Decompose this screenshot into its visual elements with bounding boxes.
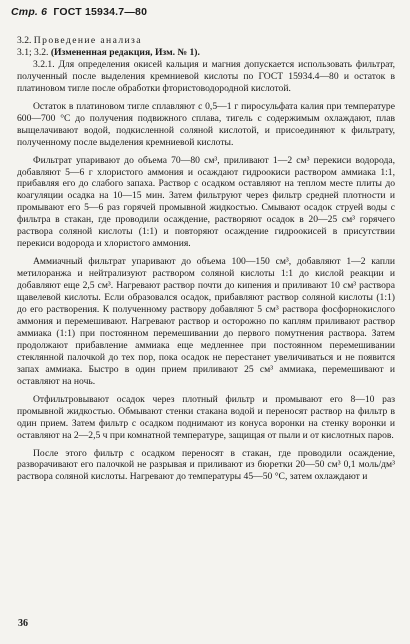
page-number: 36 <box>18 618 28 629</box>
page-label: Стр. 6 <box>11 6 48 18</box>
standard-number: ГОСТ 15934.7—80 <box>53 6 148 18</box>
paragraph-filtration: Отфильтровывают осадок через плотный фильтр и промывают его 8—10 раз промывной жидкостью. Обмывают стенки стакана водой и переносят раствор на фильтр в один прием. Затем фильтр с осадком поднимают из конуса воронки на стенку воронки и оставляют на 2—2,5 ч при комнатной температуре, защищая от пыли и от кислотных паров. <box>17 393 395 441</box>
paragraph-ammonia-filtrate: Аммиачный фильтрат упаривают до объема 100—150 см³, добавляют 1—2 капли метилоранжа и нейтрализуют раствором соляной кислоты 1:1 до кислой реакции и добавляют еще 2,5 см³. Нагревают раствор почти до кипения и приливают 10 см³ раствора щавелевой кислоты. Если образовался осадок, прибавляют раствор соляной кислоты (1:1) до его растворения. К полученному раствору добавляют 5 см³ раствора фосфорнокислого аммония и перемешивают. Нагревают раствор и осторожно по каплям приливают раствор аммиака (1:1) при постоянном перемешивании до первого помутнения раствора. Затем продолжают прибавление аммиака еще медленнее при постоянном перемешивании стеклянной палочкой до тех пор, пока осадок не перестанет увеличиваться и не появится запах аммиака. Быстро в один прием приливают 25 см³ аммиака, перемешивают и оставляют на ночь. <box>17 256 395 387</box>
section-number: 3.2. <box>17 35 32 46</box>
section-heading <box>17 35 395 47</box>
amendment-note <box>17 47 395 59</box>
paragraph-hydroxide-precipitation: Фильтрат упаривают до объема 70—80 см³, приливают 1—2 см³ перекиси водорода, добавляют 5—6 г хлористого аммония и осаждают гидроокиси раствором аммиака 1:1, прибавляя его до слабого запаха. Раствор с осадком оставляют на теплом месте плиты до коагуляции осадка на 10—15 мин. Затем фильтруют через фильтр средней плотности и промывают его 5—6 раз горячей промывной жидкостью. Смывают осадок струей воды с фильтра в стакан, где проводили осаждение, растворяют осадок в 20—25 см³ горячего раствора соляной кислоты (1:1) и повторяют осаждение гидроокисей в присутствии перекиси водорода и хлористого аммония. <box>17 154 395 250</box>
paragraph-3-2-1: 3.2.1. Для определения окисей кальция и магния допускается использовать фильтрат, полученный после выделения кремниевой кислоты по ГОСТ 15934.4—80 и остаток в платиновом тигле после обработки фтористоводородной кислотой. <box>17 58 395 94</box>
document-body <box>17 35 395 483</box>
amendment-text: (Измененная редакция, Изм. № 1). <box>50 46 200 58</box>
section-title: Проведение анализа <box>33 35 142 46</box>
paragraph-residue-fusion: Остаток в платиновом тигле сплавляют с 0,5—1 г пиросульфата калия при температуре 600—700 °С до получения подвижного сплава, тигель с содержимым охлаждают, плав выщелачивают водой, подкисленной соляной кислотой, и присоединяют к фильтрату, полученному после выделения кремниевой кислоты. <box>17 100 395 148</box>
paragraph-dissolution: После этого фильтр с осадком переносят в стакан, где проводили осаждение, разворачивают его палочкой не разрывая и приливают из бюретки 20—50 см³ 0,1 моль/дм³ раствора соляной кислоты. Нагревают до температуры 45—50 °С, затем охлаждают и <box>17 447 395 483</box>
running-header <box>11 6 147 18</box>
amendment-refs: 3.1; 3.2. <box>17 46 49 58</box>
